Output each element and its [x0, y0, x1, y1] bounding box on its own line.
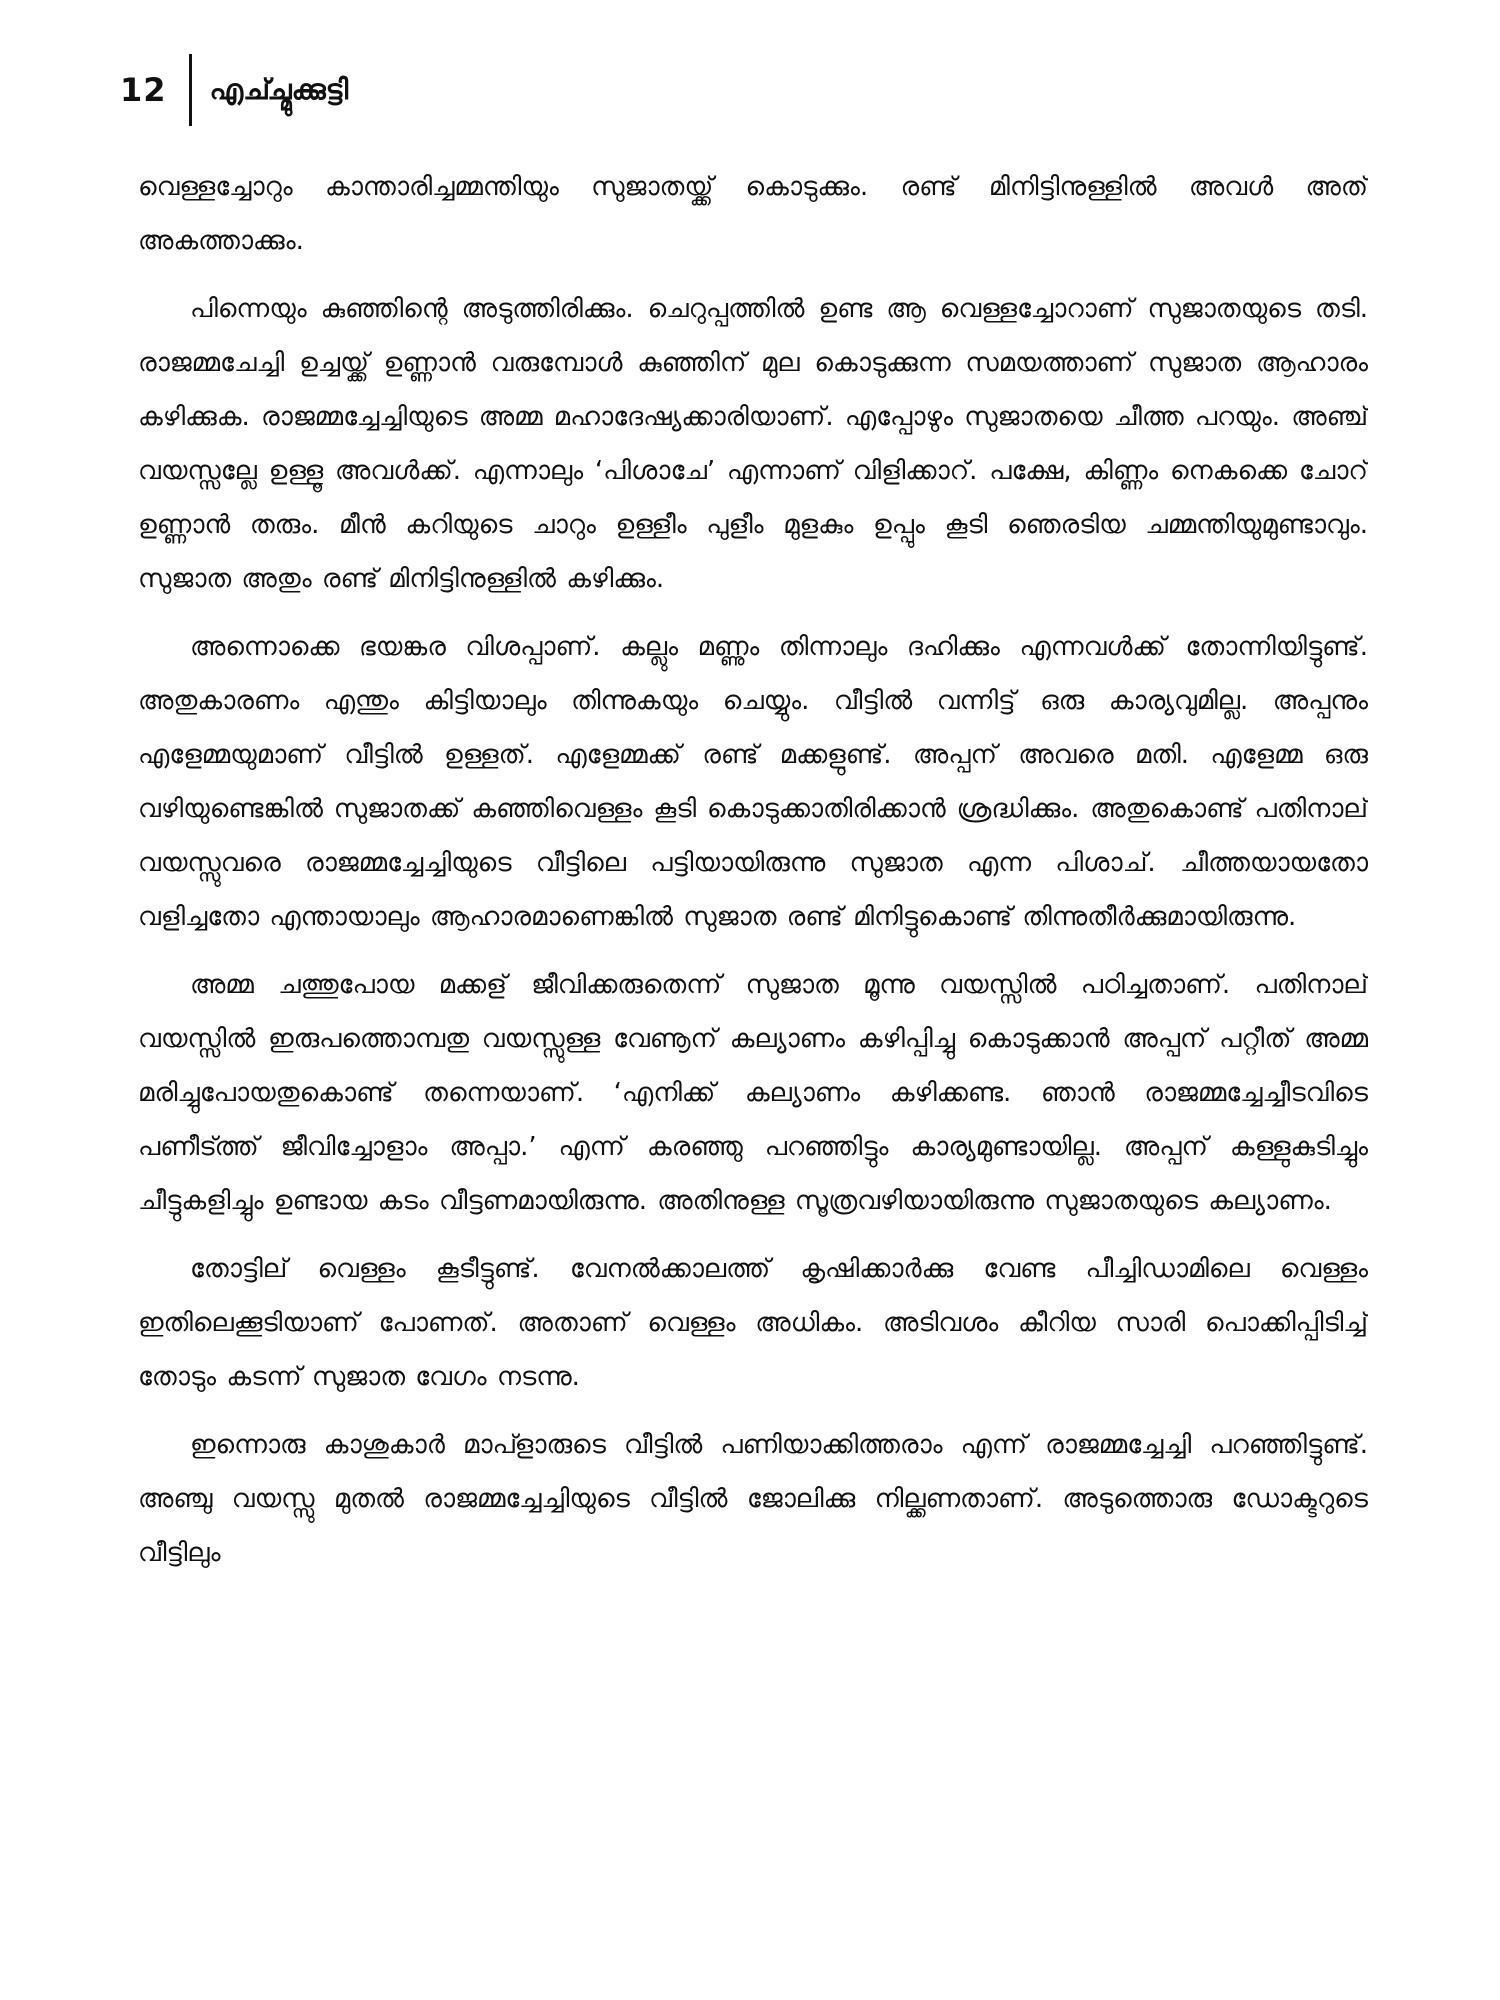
running-title: എച്ച്മുക്കുട്ടി: [209, 73, 349, 106]
paragraph-6: ഇന്നൊരു കാശുകാർ മാപ്ളാരുടെ വീട്ടിൽ പണിയാക്കിത്തരാം എന്ന് രാജമ്മച്ചേച്ചി പറഞ്ഞിട്ടുണ്ട്. അഞ്ചു വയസ്സു മുതൽ രാജമ്മച്ചേച്ചിയുടെ വീട്ടിൽ ജോലിക്കു നില്ക്കണതാണ്. അടുത്തൊരു ഡോക്ടറുടെ വീട്ടിലും: [138, 1430, 1368, 1568]
header-divider: [189, 54, 192, 126]
paragraph-3: അന്നൊക്കെ ഭയങ്കര വിശപ്പാണ്. കല്ലും മണ്ണും തിന്നാലും ദഹിക്കും എന്നവൾക്ക് തോന്നിയിട്ടുണ്ട്. അതുകാരണം എന്തും കിട്ടിയാലും തിന്നുകയും ചെയ്യും. വീട്ടിൽ വന്നിട്ട് ഒരു കാര്യവുമില്ല. അപ്പനും എളേമ്മയുമാണ് വീട്ടിൽ ഉള്ളത്. എളേമ്മക്ക് രണ്ട് മക്കളുണ്ട്. അപ്പന് അവരെ മതി. എളേമ്മ ഒരു വഴിയുണ്ടെങ്കിൽ സുജാതക്ക് കഞ്ഞിവെള്ളം കൂടി കൊടുക്കാതിരിക്കാൻ ശ്രദ്ധിക്കും. അതുകൊണ്ട് പതിനാല് വയസ്സുവരെ രാജമ്മച്ചേച്ചിയുടെ വീട്ടിലെ പട്ടിയായിരുന്നു സുജാത എന്ന പിശാച്. ചീത്തയായതോ വളിച്ചതോ എന്തായാലും ആഹാരമാണെങ്കിൽ സുജാത രണ്ട് മിനിട്ടുകൊണ്ട് തിന്നുതീർക്കുമായിരുന്നു.: [138, 632, 1368, 932]
page-header: [120, 50, 348, 130]
paragraph-1: വെള്ളച്ചോറും കാന്താരിച്ചമ്മന്തിയും സുജാതയ്ക്ക് കൊടുക്കും. രണ്ട് മിനിട്ടിനുള്ളിൽ അവൾ അത് അകത്താക്കും.: [138, 172, 1368, 256]
paragraph-2: പിന്നെയും കുഞ്ഞിന്റെ അടുത്തിരിക്കും. ചെറുപ്പത്തിൽ ഉണ്ട ആ വെള്ളച്ചോറാണ് സുജാതയുടെ തടി. രാജമ്മചേച്ചി ഉച്ചയ്ക്ക് ഉണ്ണാൻ വരുമ്പോൾ കുഞ്ഞിന് മുല കൊടുക്കുന്ന സമയത്താണ് സുജാത ആഹാരം കഴിക്കുക. രാജമ്മച്ചേച്ചിയുടെ അമ്മ മഹാദേഷ്യക്കാരിയാണ്. എപ്പോഴും സുജാതയെ ചീത്ത പറയും. അഞ്ച് വയസ്സല്ലേ ഉള്ളൂ അവൾക്ക്. എന്നാലും ‘പിശാചേ’ എന്നാണ് വിളിക്കാറ്. പക്ഷേ, കിണ്ണം നെകക്കെ ചോറ് ഉണ്ണാൻ തരും. മീൻ കറിയുടെ ചാറും ഉള്ളീം പുളീം മുളകും ഉപ്പും കൂടി ഞെരടിയ ചമ്മന്തിയുമുണ്ടാവും. സുജാത അതും രണ്ട് മിനിട്ടിനുള്ളിൽ കഴിക്കും.: [138, 294, 1368, 594]
body-text: [138, 160, 1368, 1960]
paragraph-4: അമ്മ ചത്തുപോയ മക്കള് ജീവിക്കരുതെന്ന് സുജാത മൂന്നു വയസ്സിൽ പഠിച്ചതാണ്. പതിനാല് വയസ്സിൽ ഇരുപത്തൊമ്പതു വയസ്സുള്ള വേണൂന് കല്യാണം കഴിപ്പിച്ചു കൊടുക്കാൻ അപ്പന് പറ്റീത് അമ്മ മരിച്ചുപോയതുകൊണ്ട് തന്നെയാണ്. ‘എനിക്ക് കല്യാണം കഴിക്കണ്ട. ഞാൻ രാജമ്മച്ചേച്ചീടവിടെ പണീട്ത്ത് ജീവിച്ചോളാം അപ്പാ.’ എന്ന് കരഞ്ഞു പറഞ്ഞിട്ടും കാര്യമുണ്ടായില്ല. അപ്പന് കള്ളുകുടിച്ചും ചീട്ടുകളിച്ചും ഉണ്ടായ കടം വീട്ടണമായിരുന്നു. അതിനുള്ള സൂത്രവഴിയായിരുന്നു സുജാതയുടെ കല്യാണം.: [138, 970, 1368, 1216]
page-number: 12: [120, 71, 167, 109]
paragraph-5: തോട്ടില് വെള്ളം കൂടീട്ടുണ്ട്. വേനൽക്കാലത്ത് കൃഷിക്കാർക്കു വേണ്ട പീച്ചിഡാമിലെ വെള്ളം ഇതിലെക്കൂടിയാണ് പോണത്. അതാണ് വെള്ളം അധികം. അടിവശം കീറിയ സാരി പൊക്കിപ്പിടിച്ച് തോടും കടന്ന് സുജാത വേഗം നടന്നു.: [138, 1254, 1368, 1392]
